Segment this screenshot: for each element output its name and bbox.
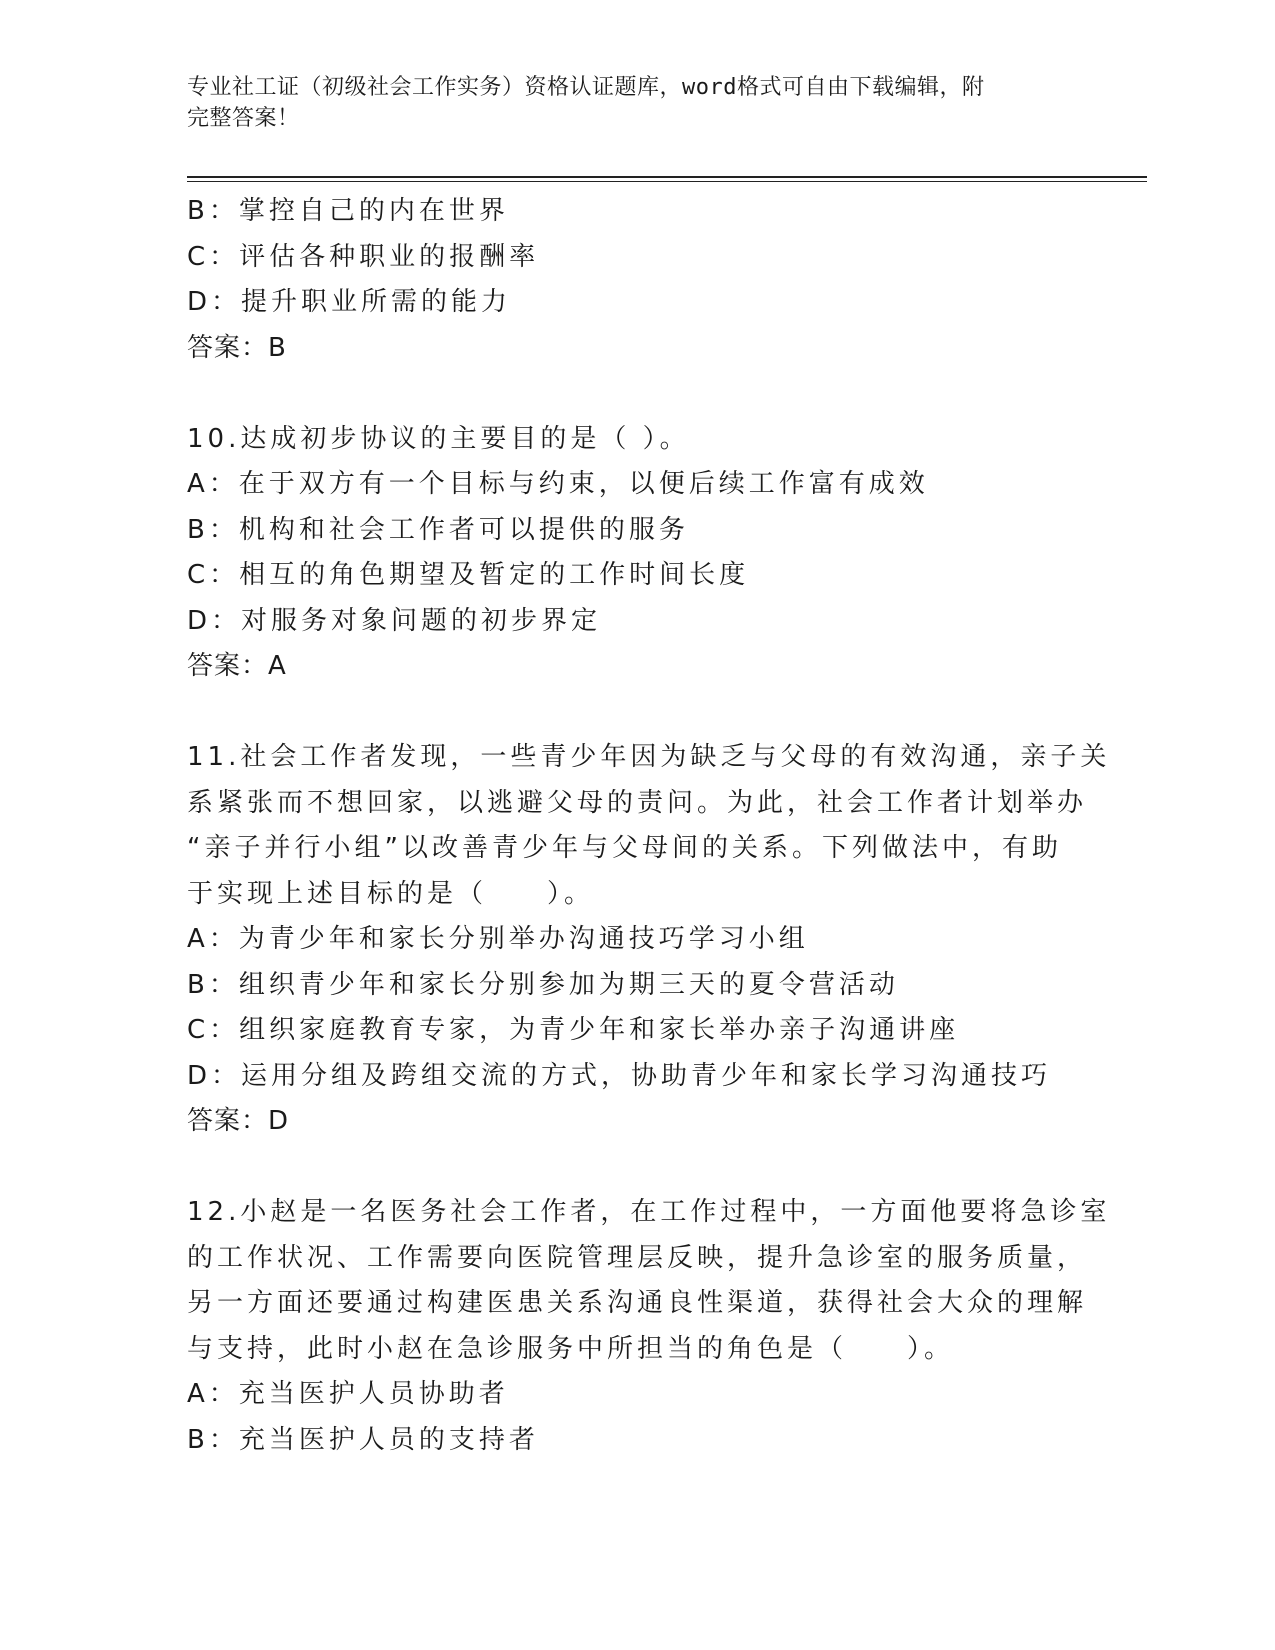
question-stem-line: 11.社会工作者发现，一些青少年因为缺乏与父母的有效沟通，亲子关 <box>187 742 1111 772</box>
option-b: B：机构和社会工作者可以提供的服务 <box>187 514 689 545</box>
option-b: B：充当医护人员的支持者 <box>187 1424 539 1455</box>
spacer <box>187 1145 1087 1191</box>
header-line-2: 完整答案！ <box>187 106 300 131</box>
answer: 答案：A <box>187 651 287 681</box>
option-a: A：充当医护人员协助者 <box>187 1379 509 1409</box>
answer: 答案：D <box>187 1106 290 1136</box>
option-d: D：对服务对象问题的初步界定 <box>187 605 602 636</box>
question-stem-line: 另一方面还要通过构建医患关系沟通良性渠道，获得社会大众的理解 <box>187 1288 1088 1318</box>
header-line-1: 专业社工证（初级社会工作实务）资格认证题库，word格式可自由下载编辑，附 <box>187 75 985 100</box>
header-rule-thick <box>187 176 1147 178</box>
option-d: D：提升职业所需的能力 <box>187 287 512 317</box>
question-12 <box>187 1190 1111 1463</box>
option-b: B：掌控自己的内在世界 <box>187 196 509 226</box>
question-11 <box>187 735 1111 1145</box>
question-10 <box>187 417 1087 690</box>
option-a: A：在于双方有一个目标与约束，以便后续工作富有成效 <box>187 469 929 499</box>
document-header <box>187 72 1077 134</box>
spacer <box>187 371 1087 417</box>
question-list <box>187 189 1111 1463</box>
option-c: C：相互的角色期望及暂定的工作时间长度 <box>187 560 750 590</box>
question-stem-line: 系紧张而不想回家，以逃避父母的责问。为此，社会工作者计划举办 <box>187 787 1088 818</box>
question-stem-line: 与支持，此时小赵在急诊服务中所担当的角色是（ ）。 <box>187 1333 955 1364</box>
option-d: D：运用分组及跨组交流的方式，协助青少年和家长学习沟通技巧 <box>187 1060 1052 1091</box>
option-c: C：组织家庭教育专家，为青少年和家长举办亲子沟通讲座 <box>187 1015 960 1045</box>
question-stem: 10.达成初步协议的主要目的是（ ）。 <box>187 423 690 454</box>
spacer <box>187 690 1087 736</box>
option-a: A：为青少年和家长分别举办沟通技巧学习小组 <box>187 924 809 954</box>
header-rule-thin <box>187 181 1147 182</box>
question-stem-line: “亲子并行小组”以改善青少年与父母间的关系。下列做法中，有助 <box>187 833 1062 863</box>
question-stem-line: 12.小赵是一名医务社会工作者，在工作过程中，一方面他要将急诊室 <box>187 1197 1111 1227</box>
question-stem-line: 的工作状况、工作需要向医院管理层反映，提升急诊室的服务质量， <box>187 1242 1088 1273</box>
answer: 答案：B <box>187 332 287 363</box>
question-stem-line: 于实现上述目标的是（ ）。 <box>187 878 595 909</box>
option-b: B：组织青少年和家长分别参加为期三天的夏令营活动 <box>187 969 899 1000</box>
option-c: C：评估各种职业的报酬率 <box>187 241 540 272</box>
question-9-continuation <box>187 189 1087 371</box>
